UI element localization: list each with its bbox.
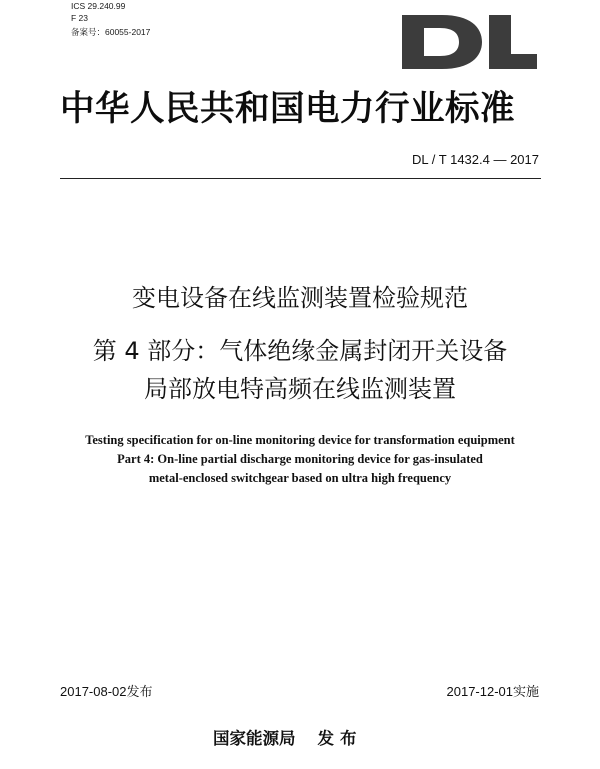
chinese-title-line-1: 变电设备在线监测装置检验规范 [132,284,468,312]
dl-logo-letter-d [402,15,482,69]
issuer-name: 国家能源局 [213,729,296,748]
english-title-line-3: metal-enclosed switchgear based on ultra high frequency [148,471,452,485]
ics-code: ICS 29.240.99 [71,1,126,11]
header-divider [60,178,541,179]
standard-category-title: 中华人民共和国电力行业标准 [60,89,515,129]
english-title-line-2: Part 4: On-line partial discharge monitoring device for gas-insulated [117,452,483,466]
issuer-line [213,729,363,749]
standard-number: DL / T 1432.4 — 2017 [412,152,539,167]
issue-date: 2017-08-02发布 [60,684,153,699]
record-number: 备案号：60055-2017 [71,27,151,37]
chinese-title-line-2: 第 4 部分：气体绝缘金属封闭开关设备 [92,337,508,365]
dl-logo [400,13,540,71]
dl-logo-letter-l [489,15,537,69]
ccs-code: F 23 [71,13,89,23]
issuer-verb: 发布 [317,729,363,748]
english-title-line-1: Testing specification for on-line monitoring device for transformation equipment [85,433,515,447]
chinese-title-line-3: 局部放电特高频在线监测装置 [144,375,456,403]
implementation-date: 2017-12-01实施 [446,684,539,699]
